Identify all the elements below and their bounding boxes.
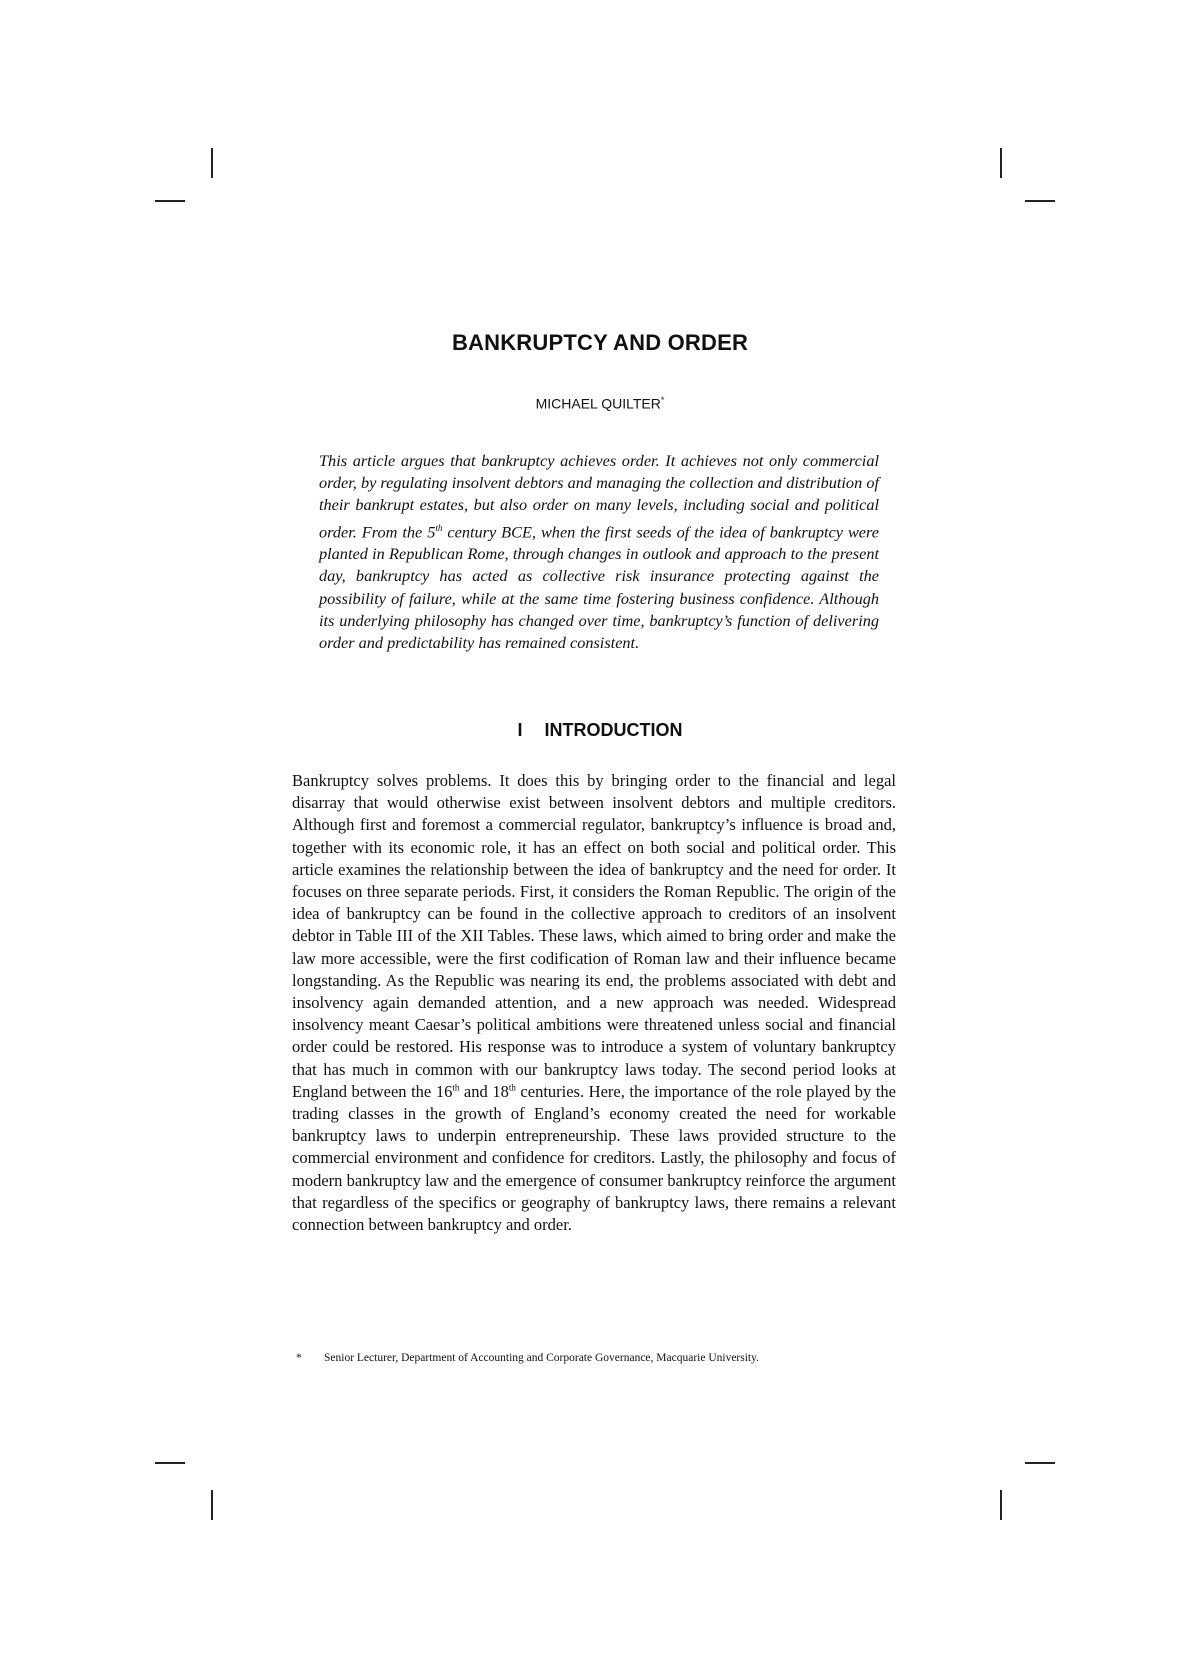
body-text-part-3: centuries. Here, the importance of the role played by the trading classes in the growth of England’s economy created the need for workable bankruptcy laws to underpin entrepreneurship. These laws provided structure to the commercial environment and confidence for creditors. Lastly, the philosophy and focus of modern bankruptcy law and the emergence of consumer bankruptcy reinforce the argument that regardless of the specifics or geography of bankruptcy laws, there remains a relevant connection between bankruptcy and order.: [292, 1081, 896, 1235]
body-paragraph: [292, 770, 896, 1236]
section-number: I: [517, 720, 523, 740]
section-title: INTRODUCTION: [544, 720, 683, 740]
body-text-part-1: Bankruptcy solves problems. It does this by bringing order to the financial and legal disarray that would otherwise exist between insolvent debtors and multiple creditors. Although first and foremost a commercial regulator, bankruptcy’s influence is broad and, together with its economic role, it has an effect on both social and political order. This article examines the relationship between the idea of bankruptcy and the need for order. It focuses on three separate periods. First, it considers the Roman Republic. The origin of the idea of bankruptcy can be found in the collective approach to creditors of an insolvent debtor in Table III of the XII Tables. These laws, which aimed to bring order and make the law more accessible, were the first codification of Roman law and their influence became longstanding. As the Republic was nearing its end, the problems associated with debt and insolvency again demanded attention, and a new approach was needed. Widespread insolvency meant Caesar’s political ambitions were threatened unless social and financial order could be restored. His response was to introduce a system of voluntary bankruptcy that has much in common with our bankruptcy laws today. The second period looks at England between the 16: [292, 771, 896, 1101]
crop-mark-top-right-vertical: [1000, 148, 1002, 178]
crop-mark-bottom-left-horizontal: [155, 1462, 185, 1464]
crop-mark-bottom-right-vertical: [1000, 1490, 1002, 1520]
author-name: MICHAEL QUILTER: [535, 395, 661, 412]
author-line: [0, 395, 1200, 412]
footnote-text: Senior Lecturer, Department of Accounting and Corporate Governance, Macquarie University.: [324, 1352, 759, 1364]
body-superscript-1: th: [452, 1082, 460, 1093]
crop-mark-top-right-horizontal: [1025, 200, 1055, 202]
crop-mark-bottom-right-horizontal: [1025, 1462, 1055, 1464]
crop-mark-bottom-left-vertical: [211, 1490, 213, 1520]
footnote: [296, 1352, 916, 1364]
section-heading: [0, 720, 1200, 741]
crop-mark-top-left-vertical: [211, 148, 213, 178]
abstract: [319, 450, 879, 654]
abstract-text-part-2: century BCE, when the first seeds of the idea of bankruptcy were planted in Republican Rome, through changes in outlook and approach to the present day, bankruptcy has acted as collective risk insurance protecting against the possibility of failure, while at the same time fostering business confidence. Although its underlying philosophy has changed over time, bankruptcy’s function of delivering order and predictability has remained consistent.: [319, 522, 879, 653]
abstract-text-part-1: This article argues that bankruptcy achieves order. It achieves not only commercial order, by regulating insolvent debtors and managing the collection and distribution of their bankrupt estates, but also order on many levels, including social and political order. From the 5: [319, 451, 879, 542]
abstract-superscript: th: [435, 522, 443, 533]
body-superscript-2: th: [508, 1082, 516, 1093]
crop-mark-top-left-horizontal: [155, 200, 185, 202]
body-text-part-2: and 18: [459, 1081, 509, 1101]
author-footnote-mark: *: [660, 395, 665, 405]
footnote-mark: *: [296, 1352, 302, 1364]
article-title: BANKRUPTCY AND ORDER: [451, 330, 749, 355]
